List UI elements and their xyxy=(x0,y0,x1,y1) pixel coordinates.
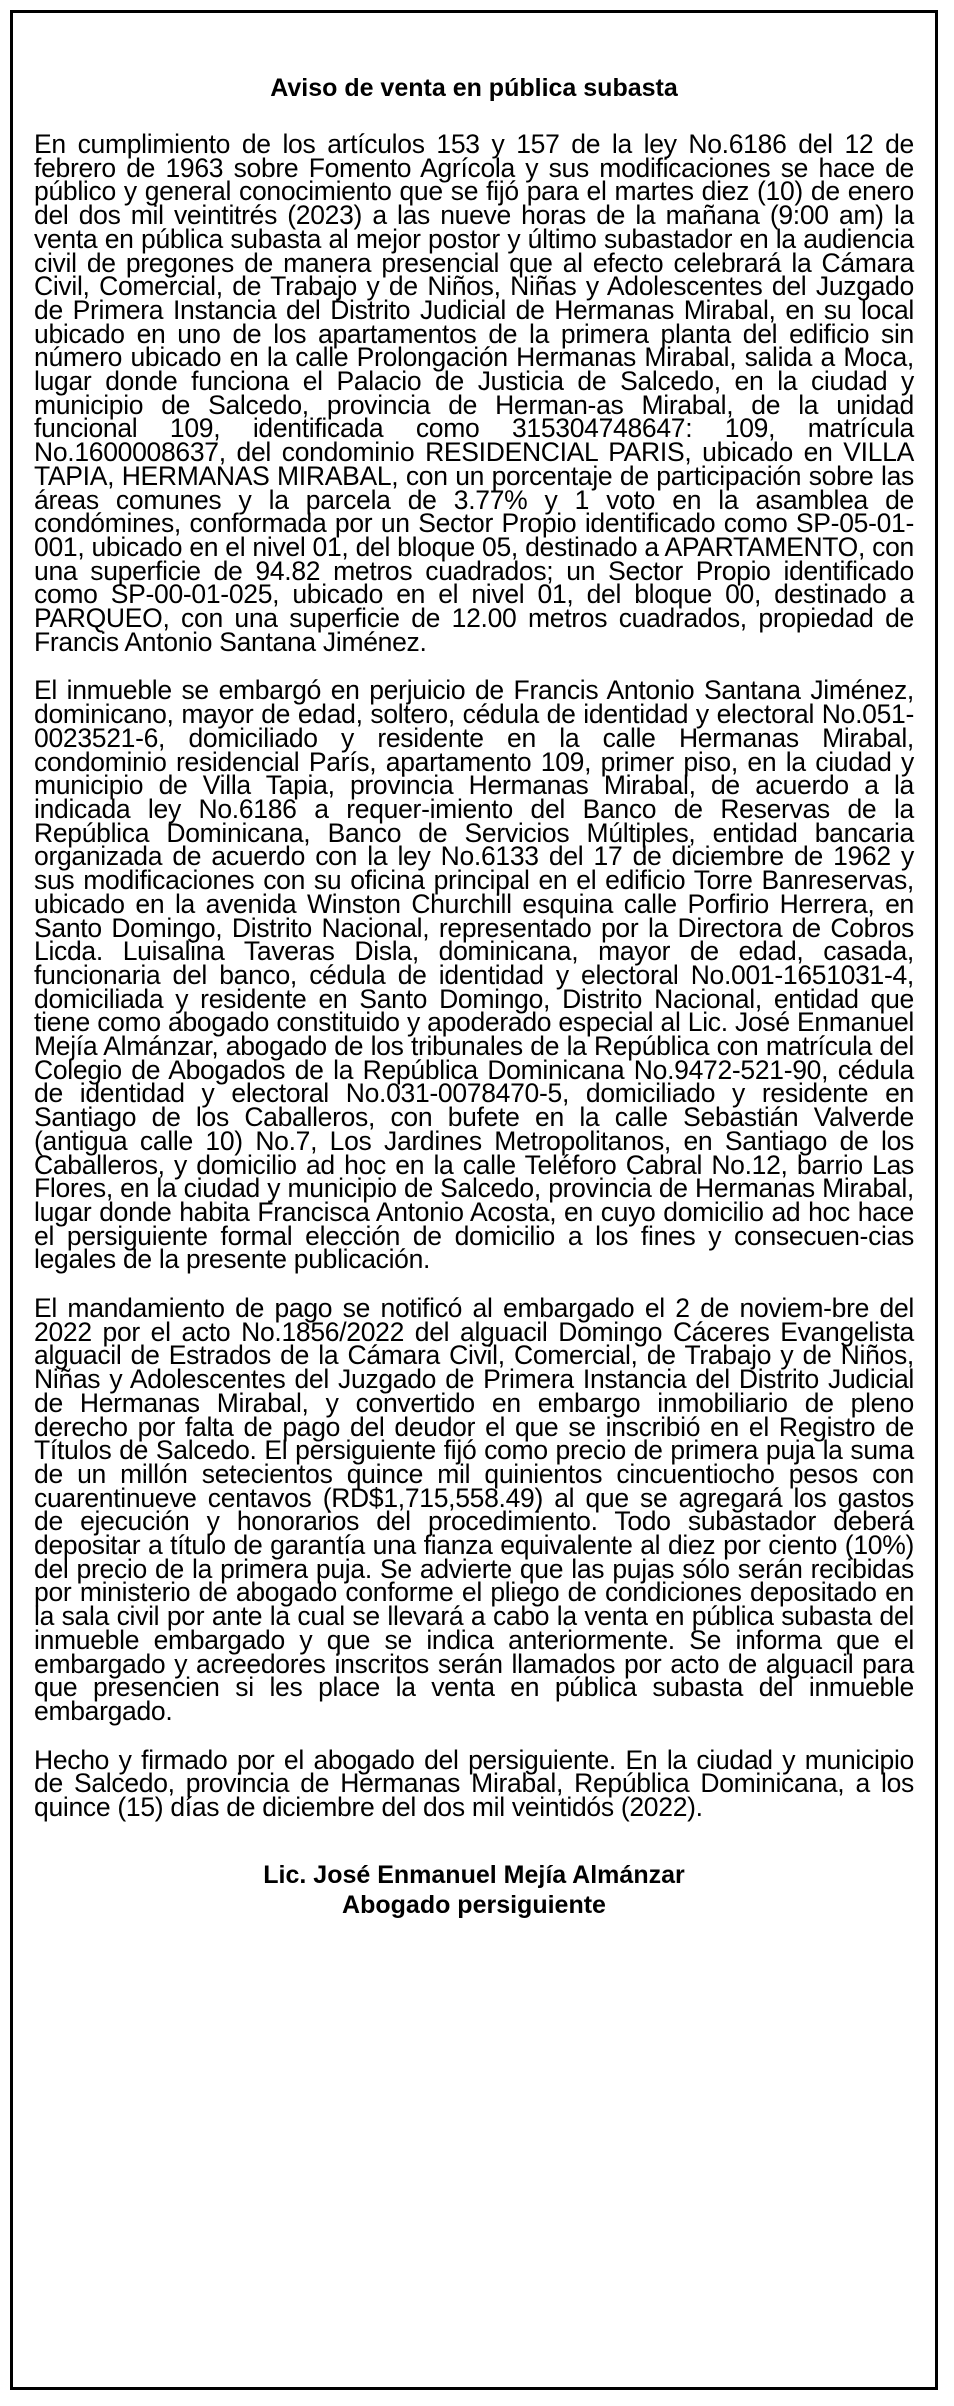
signature-role: Abogado persiguiente xyxy=(342,1890,606,1919)
notice-paragraph-seizure: El inmueble se embargó en perjuicio de Francis Antonio Santana Jiménez, dominicano, mayor de edad, soltero, cédula de identidad y electoral No.051-0023521-6, domiciliado y residente en la calle Hermanas Mirabal, condominio residencial París, apartamento 109, primer piso, en la ciudad y municipio de Villa Tapia, provincia Hermanas Mirabal, de acuerdo a la indicada ley No.6186 a requer-imiento del Banco de Reservas de la República Dominicana, Banco de Servicios Múltiples, entidad bancaria organizada de acuerdo con la ley No.6133 del 17 de diciembre de 1962 y sus modificaciones con su oficina principal en el edificio Torre Banreservas, ubicado en la avenida Winston Churchill esquina calle Porfirio Herrera, en Santo Domingo, Distrito Nacional, representado por la Directora de Cobros Licda. Luisalina Taveras Disla, dominicana, mayor de edad, casada, funcionaria del banco, cédula de identidad y electoral No.001-1651031-4, domiciliada y residente en Santo Domingo, Distrito Nacional, entidad que tiene como abogado constituido y apoderado especial al Lic. José Enmanuel Mejía Almánzar, abogado de los tribunales de la República con matrícula del Colegio de Abogados de la República Dominicana No.9472-521-90, cédula de identidad y electoral No.031-0078470-5, domiciliado y residente en Santiago de los Caballeros, con bufete en la calle Sebastián Valverde (antigua calle 10) No.7, Los Jardines Metropolitanos, en Santiago de los Caballeros, y domicilio ad hoc en la calle Teléforo Cabral No.12, barrio Las Flores, en la ciudad y municipio de Salcedo, provincia de Hermanas Mirabal, lugar donde habita Francisca Antonio Acosta, en cuyo domicilio ad hoc hace el persiguiente formal elección de domicilio a los fines y consecuen-cias legales de la presente publicación. xyxy=(34,675,914,1275)
signature-name: Lic. José Enmanuel Mejía Almánzar xyxy=(263,1860,685,1889)
notice-paragraph-payment-order: El mandamiento de pago se notificó al embargado el 2 de noviem-bre del 2022 por el acto No.1856/2022 del alguacil Domingo Cáceres Evangelista alguacil de Estrados de la Cámara Civil, Comercial, de Trabajo y de Niños, Niñas y Adolescentes del Juzgado de Primera Instancia del Distrito Judicial de Hermanas Mirabal, y convertido en embargo inmobiliario de pleno derecho por falta de pago del deudor el que se inscribió en el Registro de Títulos de Salcedo. El persiguiente fijó como precio de primera puja la suma de un millón setecientos quince mil quinientos cincuentiocho pesos con cuarentinueve centavos (RD$1,715,558.49) al que se agregará los gastos de ejecución y honorarios del procedimiento. Todo subastador deberá depositar a título de garantía una fianza equivalente al diez por ciento (10%) del precio de la primera puja. Se advierte que las pujas sólo serán recibidas por ministerio de abogado conforme el pliego de condiciones depositado en la sala civil por ante la cual se llevará a cabo la venta en pública subasta del inmueble embargado y que se indica anteriormente. Se informa que el embargado y acreedores inscritos serán llamados por acto de alguacil para que presencien si les place la venta en pública subasta del inmueble embargado. xyxy=(34,1293,914,1726)
legal-notice xyxy=(10,10,938,2390)
notice-paragraph-signed: Hecho y firmado por el abogado del persiguiente. En la ciudad y municipio de Salcedo, provincia de Hermanas Mirabal, República Dominicana, a los quince (15) días de diciembre del dos mil veintidós (2022). xyxy=(34,1744,914,1823)
notice-paragraph-sale: En cumplimiento de los artículos 153 y 157 de la ley No.6186 del 12 de febrero de 1963 sobre Fomento Agrícola y sus modificaciones se hace de público y general conocimiento que se fijó para el martes diez (10) de enero del dos mil veintitrés (2023) a las nueve horas de la mañana (9:00 am) la venta en pública subasta al mejor postor y último subastador en la audiencia civil de pregones de manera presencial que al efecto celebrará la Cámara Civil, Comercial, de Trabajo y de Niños, Niñas y Adolescentes del Juzgado de Primera Instancia del Distrito Judicial de Hermanas Mirabal, en su local ubicado en uno de los apartamentos de la primera planta del edificio sin número ubicado en la calle Prolongación Hermanas Mirabal, salida a Moca, lugar donde funciona el Palacio de Justicia de Salcedo, en la ciudad y municipio de Salcedo, provincia de Herman-as Mirabal, de la unidad funcional 109, identificada como 315304748647: 109, matrícula No.1600008637, del condominio RESIDENCIAL PARIS, ubicado en VILLA TAPIA, HERMANAS MIRABAL, con un porcentaje de participación sobre las áreas comunes y la parcela de 3.77% y 1 voto en la asamblea de condómines, conformada por un Sector Propio identificado como SP-05-01-001, ubicado en el nivel 01, del bloque 05, destinado a APARTAMENTO, con una superficie de 94.82 metros cuadrados; un Sector Propio identificado como SP-00-01-025, ubicado en el nivel 01, del bloque 00, destinado a PARQUEO, con una superficie de 12.00 metros cuadrados, propiedad de Francis Antonio Santana Jiménez. xyxy=(34,129,914,657)
notice-title: Aviso de venta en pública subasta xyxy=(270,74,678,102)
signature-block xyxy=(34,1860,914,1920)
